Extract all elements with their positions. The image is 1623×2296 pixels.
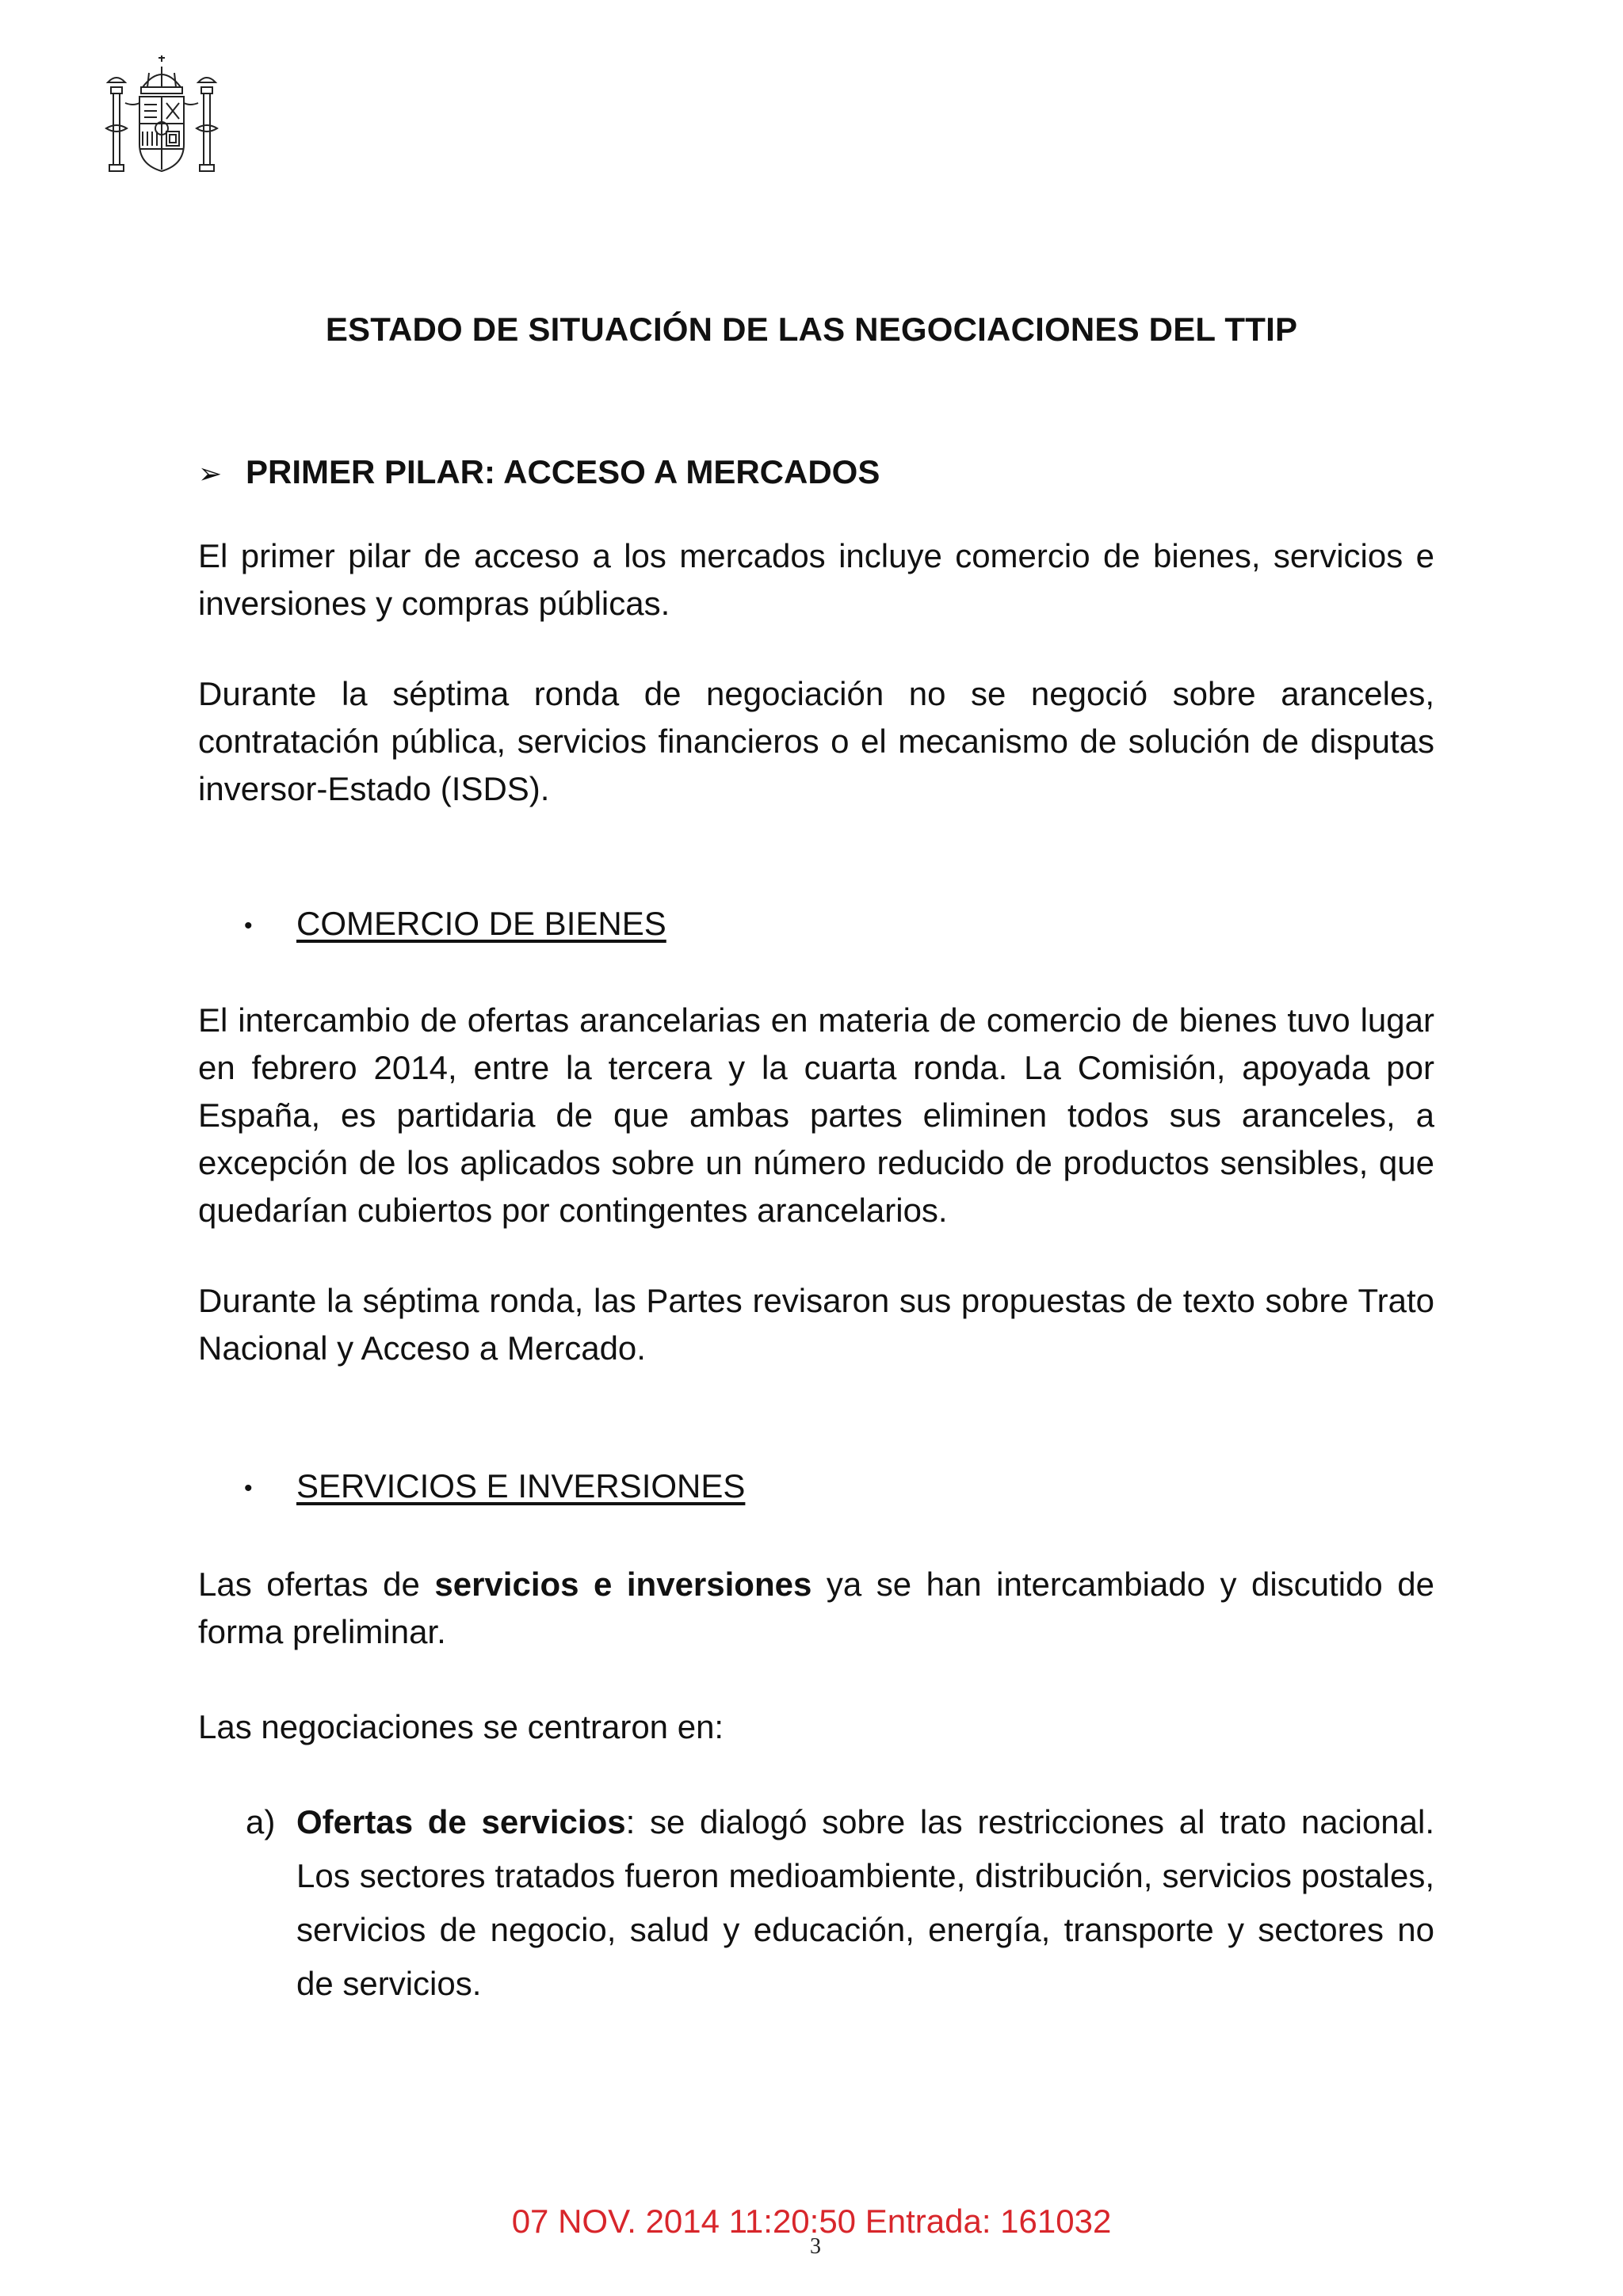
page-number: 3 xyxy=(810,2234,821,2259)
spain-coat-of-arms-icon xyxy=(101,55,222,182)
section-heading-services xyxy=(244,1467,745,1505)
pillar-heading xyxy=(198,453,880,491)
paragraph-goods-tariffs: El intercambio de ofertas arancelarias en materia de comercio de bienes tuvo lugar en febrero 2014, entre la tercera y la cuarta ronda. La Comisión, apoyada por España, es partidaria de que ambas partes eliminen todos sus aranceles, a excepción de los aplicados sobre un número reducido de productos sensibles, que quedarían cubiertos por contingentes arancelarios. xyxy=(198,1001,1434,1229)
arrow-bullet-icon: ➢ xyxy=(198,457,223,490)
list-item-bold: Ofertas de servicios xyxy=(296,1803,626,1840)
section-heading-goods-label: COMERCIO DE BIENES xyxy=(296,905,666,942)
section-heading-services-label: SERVICIOS E INVERSIONES xyxy=(296,1467,746,1505)
registry-stamp: 07 NOV. 2014 11:20:50 Entrada: 161032 xyxy=(511,2203,1112,2240)
paragraph-intro: El primer pilar de acceso a los mercados incluye comercio de bienes, servicios e inversiones y compras públicas. xyxy=(198,537,1434,622)
paragraph-seventh-round: Durante la séptima ronda de negociación no se negoció sobre aranceles, contratación pública, servicios financieros o el mecanismo de solución de disputas inversor-Estado (ISDS). xyxy=(198,675,1434,807)
document-title: ESTADO DE SITUACIÓN DE LAS NEGOCIACIONES DEL TTIP xyxy=(325,311,1298,348)
list-item-content xyxy=(296,1795,1434,2011)
section-heading-goods xyxy=(244,905,666,943)
paragraph-goods-texts: Durante la séptima ronda, las Partes revisaron sus propuestas de texto sobre Trato Nacional y Acceso a Mercado. xyxy=(198,1282,1434,1367)
services-intro-after: ya se han intercambiado y discutido de forma preliminar. xyxy=(198,1566,1434,1650)
list-item-marker: a) xyxy=(246,1803,276,1840)
bullet-icon: • xyxy=(244,1474,253,1501)
pillar-heading-label: PRIMER PILAR: ACCESO A MERCADOS xyxy=(246,453,880,490)
services-intro-bold: servicios e inversiones xyxy=(434,1566,812,1603)
bullet-icon: • xyxy=(244,912,253,939)
list-item-text: : se dialogó sobre las restricciones al trato nacional. Los sectores tratados fueron medioambiente, distribución, servicios postales, servicios de negocio, salud y educación, energía, transporte y sectores no de servicios. xyxy=(296,1803,1434,2002)
list-item xyxy=(246,1795,1434,2011)
paragraph-services-offers xyxy=(198,1561,1434,1656)
paragraph-negotiations-lead: Las negociaciones se centraron en: xyxy=(198,1708,724,1745)
services-intro-before: Las ofertas de xyxy=(198,1566,435,1603)
